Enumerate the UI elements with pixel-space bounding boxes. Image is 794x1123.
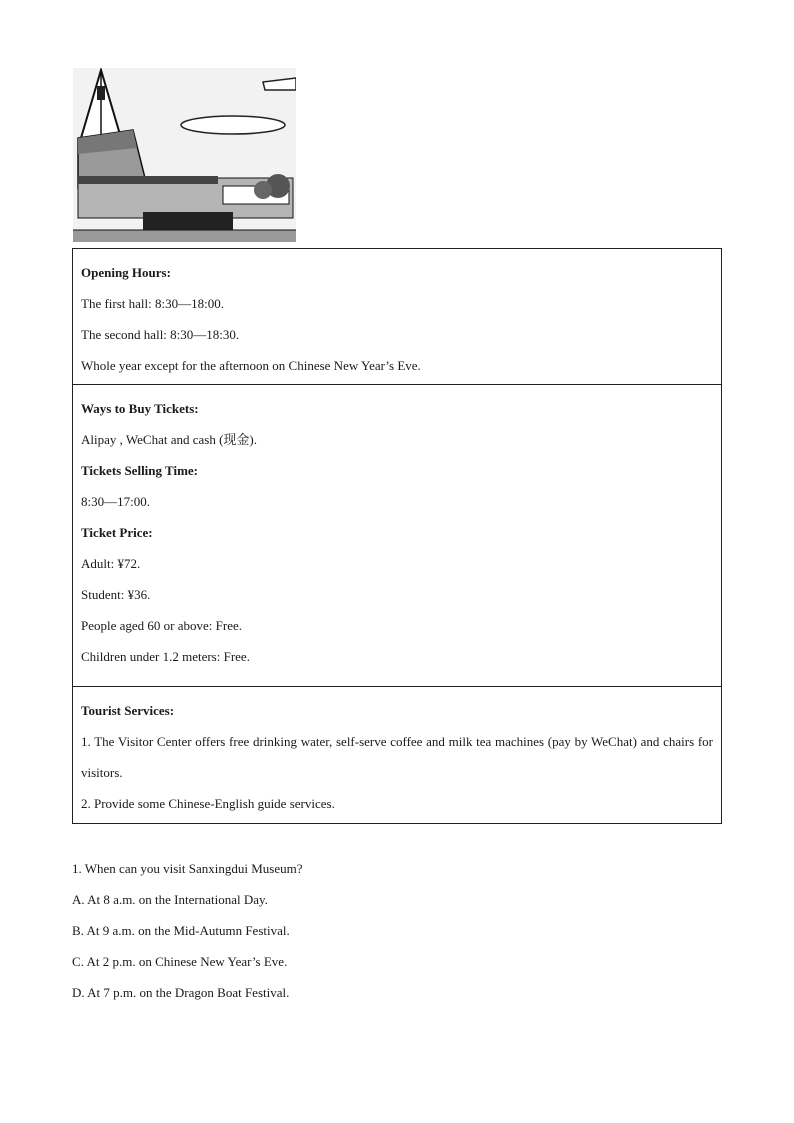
tickets-section: [73, 385, 721, 687]
option-d: D. At 7 p.m. on the Dragon Boat Festival.: [72, 985, 290, 1000]
service-item-2: 2. Provide some Chinese-English guide services.: [81, 796, 335, 811]
opening-hours-heading: Opening Hours:: [81, 265, 171, 280]
tourist-services-heading: Tourist Services:: [81, 703, 175, 718]
buy-tickets-heading: Ways to Buy Tickets:: [81, 401, 199, 416]
museum-illustration: [73, 68, 296, 242]
price-adult: Adult: ¥72.: [81, 556, 141, 571]
service-item-1: 1. The Visitor Center offers free drinking water, self-serve coffee and milk tea machines (pay by WeChat) and chairs for visitors.: [81, 734, 713, 780]
first-hall-hours: The first hall: 8:30—18:00.: [81, 296, 224, 311]
tourist-services-section: [73, 687, 721, 823]
opening-exception: Whole year except for the afternoon on Chinese New Year’s Eve.: [81, 358, 421, 373]
ticket-price-heading: Ticket Price:: [81, 525, 153, 540]
museum-info-table: [72, 248, 722, 824]
question-block: [72, 853, 722, 1008]
option-b: B. At 9 a.m. on the Mid-Autumn Festival.: [72, 923, 290, 938]
price-student: Student: ¥36.: [81, 587, 151, 602]
museum-photo: [73, 68, 296, 242]
option-c: C. At 2 p.m. on Chinese New Year’s Eve.: [72, 954, 288, 969]
opening-hours-section: [73, 249, 721, 385]
selling-time-heading: Tickets Selling Time:: [81, 463, 199, 478]
buy-tickets-methods: Alipay , WeChat and cash (现金).: [81, 432, 257, 447]
question-stem: 1. When can you visit Sanxingdui Museum?: [72, 861, 303, 876]
selling-time-value: 8:30—17:00.: [81, 494, 150, 509]
price-children: Children under 1.2 meters: Free.: [81, 649, 250, 664]
price-senior: People aged 60 or above: Free.: [81, 618, 243, 633]
option-a: A. At 8 a.m. on the International Day.: [72, 892, 268, 907]
second-hall-hours: The second hall: 8:30—18:30.: [81, 327, 240, 342]
